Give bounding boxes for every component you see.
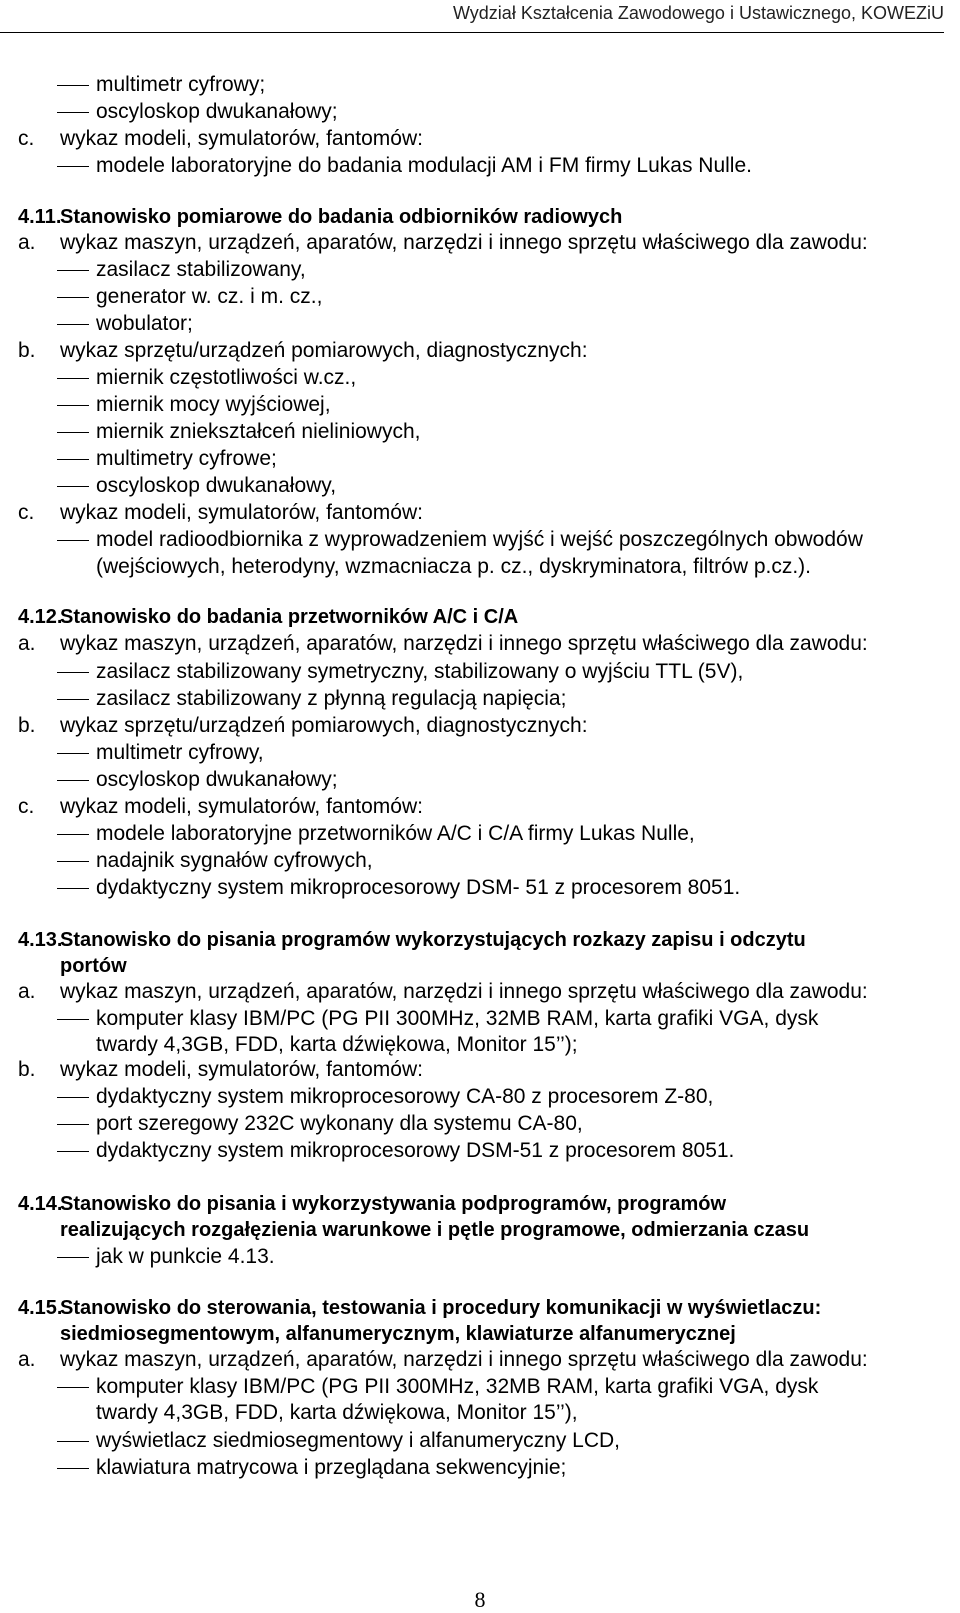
section-number: 4.15. (18, 1297, 63, 1319)
list-heading: wykaz sprzętu/urządzeń pomiarowych, diagnostycznych: (60, 714, 588, 737)
list-marker: a. (18, 231, 36, 254)
section-title: Stanowisko do sterowania, testowania i procedury komunikacji w wyświetlaczu: (60, 1297, 822, 1319)
list-item: generator w. cz. i m. cz., (96, 285, 323, 308)
list-dash (57, 1387, 89, 1388)
list-heading: wykaz maszyn, urządzeń, aparatów, narzędzi i innego sprzętu właściwego dla zawodu: (60, 980, 868, 1003)
list-item-continuation: (wejściowych, heterodyny, wzmacniacza p. cz., dyskryminatora, filtrów p.cz.). (96, 555, 811, 578)
list-heading: wykaz modeli, symulatorów, fantomów: (60, 795, 423, 818)
list-item: model radioodbiornika z wyprowadzeniem wyjść i wejść poszczególnych obwodów (96, 528, 863, 551)
list-dash (57, 1019, 89, 1020)
list-dash (57, 861, 89, 862)
list-dash (57, 112, 89, 113)
section-title-continuation: portów (60, 955, 127, 977)
section-number: 4.11. (18, 206, 62, 228)
page-header: Wydział Kształcenia Zawodowego i Ustawicznego, KOWEZiU (452, 3, 944, 23)
list-item: modele laboratoryjne do badania modulacji AM i FM firmy Lukas Nulle. (96, 154, 752, 177)
list-item: wyświetlacz siedmiosegmentowy i alfanumeryczny LCD, (96, 1429, 621, 1452)
list-item: dydaktyczny system mikroprocesorowy DSM-51 z procesorem 8051. (96, 1139, 735, 1162)
section-title-continuation: siedmiosegmentowym, alfanumerycznym, klawiaturze alfanumerycznej (60, 1323, 736, 1345)
list-item: zasilacz stabilizowany symetryczny, stabilizowany o wyjściu TTL (5V), (96, 660, 744, 683)
list-item: nadajnik sygnałów cyfrowych, (96, 849, 373, 872)
section-number: 4.12. (18, 606, 63, 628)
list-item: modele laboratoryjne przetworników A/C i C/A firmy Lukas Nulle, (96, 822, 695, 845)
list-dash (57, 834, 89, 835)
list-dash (57, 1097, 89, 1098)
section-number: 4.14. (18, 1193, 63, 1215)
list-dash (57, 888, 89, 889)
list-item: komputer klasy IBM/PC (PG PII 300MHz, 32MB RAM, karta grafiki VGA, dysk (96, 1007, 819, 1030)
list-item: multimetr cyfrowy; (96, 73, 266, 96)
list-item: miernik zniekształceń nieliniowych, (96, 420, 421, 443)
list-item: klawiatura matrycowa i przeglądana sekwencyjnie; (96, 1456, 567, 1479)
list-dash (57, 378, 89, 379)
list-dash (57, 753, 89, 754)
list-dash (57, 486, 89, 487)
list-dash (57, 1257, 89, 1258)
list-item: multimetry cyfrowe; (96, 447, 277, 470)
list-item: wobulator; (96, 312, 193, 335)
section-title-continuation: realizujących rozgałęzienia warunkowe i pętle programowe, odmierzania czasu (60, 1219, 810, 1241)
list-dash (57, 699, 89, 700)
list-item: jak w punkcie 4.13. (96, 1245, 275, 1268)
list-dash (57, 1124, 89, 1125)
list-heading: wykaz modeli, symulatorów, fantomów: (60, 127, 423, 150)
list-marker: c. (18, 795, 35, 818)
list-marker: a. (18, 1348, 36, 1371)
list-marker: b. (18, 1058, 36, 1081)
list-heading: wykaz maszyn, urządzeń, aparatów, narzędzi i innego sprzętu właściwego dla zawodu: (60, 231, 868, 254)
list-dash (57, 270, 89, 271)
list-item: miernik częstotliwości w.cz., (96, 366, 357, 389)
header-rule (0, 32, 944, 33)
list-item: port szeregowy 232C wykonany dla systemu CA-80, (96, 1112, 583, 1135)
list-marker: c. (18, 501, 35, 524)
list-heading: wykaz modeli, symulatorów, fantomów: (60, 501, 423, 524)
list-dash (57, 540, 89, 541)
list-item: miernik mocy wyjściowej, (96, 393, 331, 416)
list-item-continuation: twardy 4,3GB, FDD, karta dźwiękowa, Monitor 15’’), (96, 1401, 578, 1424)
list-dash (57, 166, 89, 167)
list-dash (57, 1468, 89, 1469)
section-title: Stanowisko do pisania programów wykorzystujących rozkazy zapisu i odczytu (60, 929, 806, 951)
list-item: komputer klasy IBM/PC (PG PII 300MHz, 32MB RAM, karta grafiki VGA, dysk (96, 1375, 819, 1398)
list-marker: b. (18, 714, 36, 737)
list-heading: wykaz maszyn, urządzeń, aparatów, narzędzi i innego sprzętu właściwego dla zawodu: (60, 632, 868, 655)
list-dash (57, 780, 89, 781)
list-dash (57, 459, 89, 460)
list-heading: wykaz maszyn, urządzeń, aparatów, narzędzi i innego sprzętu właściwego dla zawodu: (60, 1348, 868, 1371)
list-marker: c. (18, 127, 35, 150)
list-item: oscyloskop dwukanałowy; (96, 768, 338, 791)
list-dash (57, 405, 89, 406)
list-dash (57, 672, 89, 673)
list-item: oscyloskop dwukanałowy; (96, 100, 338, 123)
section-number: 4.13. (18, 929, 63, 951)
list-item: multimetr cyfrowy, (96, 741, 264, 764)
list-dash (57, 1441, 89, 1442)
list-dash (57, 432, 89, 433)
list-item: dydaktyczny system mikroprocesorowy CA-80 z procesorem Z-80, (96, 1085, 714, 1108)
list-heading: wykaz sprzętu/urządzeń pomiarowych, diagnostycznych: (60, 339, 588, 362)
list-marker: a. (18, 980, 36, 1003)
list-heading: wykaz modeli, symulatorów, fantomów: (60, 1058, 423, 1081)
list-dash (57, 297, 89, 298)
page-number: 8 (474, 1587, 486, 1612)
list-item: dydaktyczny system mikroprocesorowy DSM- 51 z procesorem 8051. (96, 876, 741, 899)
list-marker: b. (18, 339, 36, 362)
list-marker: a. (18, 632, 36, 655)
section-title: Stanowisko do badania przetworników A/C i C/A (60, 606, 519, 628)
list-item: oscyloskop dwukanałowy, (96, 474, 337, 497)
list-item: zasilacz stabilizowany, (96, 258, 306, 281)
list-dash (57, 85, 89, 86)
section-title: Stanowisko pomiarowe do badania odbiorników radiowych (60, 206, 623, 228)
list-item-continuation: twardy 4,3GB, FDD, karta dźwiękowa, Monitor 15’’); (96, 1033, 578, 1056)
list-dash (57, 324, 89, 325)
list-item: zasilacz stabilizowany z płynną regulacją napięcia; (96, 687, 567, 710)
section-title: Stanowisko do pisania i wykorzystywania podprogramów, programów (60, 1193, 727, 1215)
list-dash (57, 1151, 89, 1152)
